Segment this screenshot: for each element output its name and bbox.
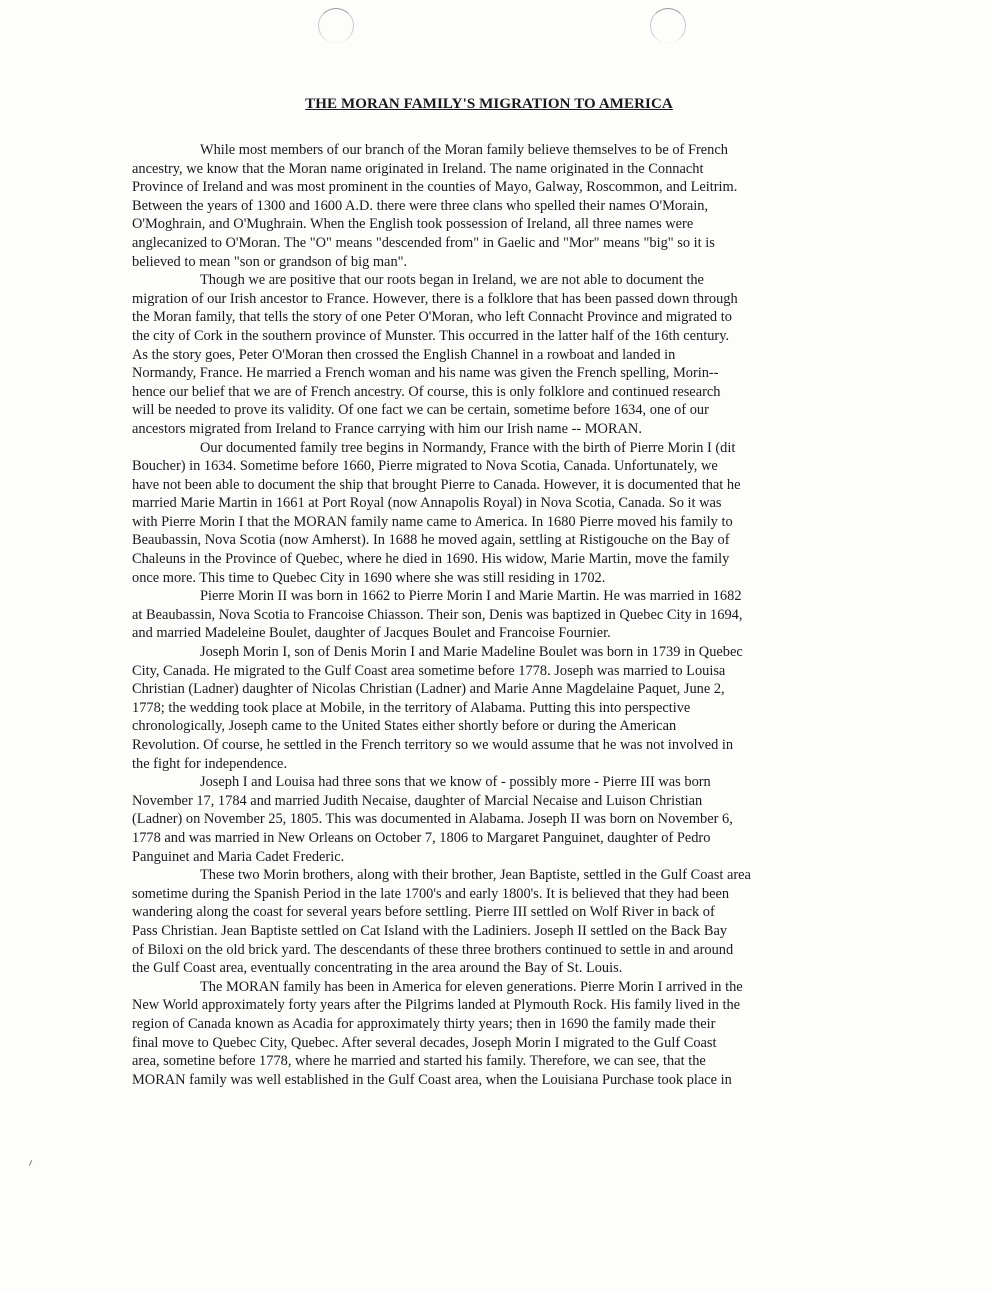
text-line: Pierre Morin II was born in 1662 to Pierre Morin I and Marie Martin. He was married in 1682 bbox=[200, 588, 742, 605]
text-line: Panguinet and Maria Cadet Frederic. bbox=[132, 848, 345, 865]
text-line: City, Canada. He migrated to the Gulf Coast area sometime before 1778. Joseph was married to Louisa bbox=[132, 662, 726, 679]
text-line: the Moran family, that tells the story of one Peter O'Moran, who left Connacht Province and migrated to bbox=[132, 309, 732, 326]
text-line: anglecanized to O'Moran. The "O" means "descended from" in Gaelic and "Mor" means "big" so it is bbox=[132, 234, 715, 251]
text-line: (Ladner) on November 25, 1805. This was documented in Alabama. Joseph II was born on November 6, bbox=[132, 811, 733, 828]
text-line: 1778 and was married in New Orleans on October 7, 1806 to Margaret Panguinet, daughter of Pedro bbox=[132, 829, 711, 846]
paragraph-8 bbox=[132, 978, 846, 1090]
text-line: ancestors migrated from Ireland to France carrying with him our Irish name -- MORAN. bbox=[132, 420, 642, 437]
text-line: MORAN family was well established in the Gulf Coast area, when the Louisiana Purchase took place in bbox=[132, 1071, 732, 1088]
text-line: Joseph Morin I, son of Denis Morin I and Marie Madeline Boulet was born in 1739 in Quebec bbox=[200, 644, 743, 661]
text-line: As the story goes, Peter O'Moran then crossed the English Channel in a rowboat and landed in bbox=[132, 346, 676, 363]
text-line: believed to mean "son or grandson of big man". bbox=[132, 253, 408, 270]
text-line: migration of our Irish ancestor to France. However, there is a folklore that has been passed down through bbox=[132, 290, 738, 307]
document-title: THE MORAN FAMILY'S MIGRATION TO AMERICA bbox=[305, 96, 673, 112]
text-line: Christian (Ladner) daughter of Nicolas Christian (Ladner) and Marie Anne Magdelaine Paquet, June 2, bbox=[132, 681, 725, 698]
document-body bbox=[132, 141, 846, 1089]
text-line: chronologically, Joseph came to the United States either shortly before or during the American bbox=[132, 718, 677, 735]
text-line: married Marie Martin in 1661 at Port Royal (now Annapolis Royal) in Nova Scotia, Canada. So it was bbox=[132, 495, 722, 512]
text-line: New World approximately forty years after the Pilgrims landed at Plymouth Rock. His family lived in the bbox=[132, 997, 741, 1014]
text-line: sometime during the Spanish Period in the late 1700's and early 1800's. It is believed that they had been bbox=[132, 885, 730, 902]
text-line: the fight for independence. bbox=[132, 755, 288, 772]
text-line: the Gulf Coast area, eventually concentrating in the area around the Bay of St. Louis. bbox=[132, 960, 623, 977]
text-line: Boucher) in 1634. Sometime before 1660, Pierre migrated to Nova Scotia, Canada. Unfortunately, we bbox=[132, 458, 718, 475]
text-line: Though we are positive that our roots began in Ireland, we are not able to document the bbox=[200, 272, 704, 289]
paragraph-5 bbox=[132, 643, 846, 773]
text-line: Beaubassin, Nova Scotia (now Amherst). In 1688 he moved again, settling at Ristigouche on the Bay of bbox=[132, 532, 730, 549]
text-line: O'Moghrain, and O'Mughrain. When the English took possession of Ireland, all three names were bbox=[132, 216, 694, 233]
text-line: November 17, 1784 and married Judith Necaise, daughter of Marcial Necaise and Luison Christian bbox=[132, 792, 703, 809]
text-line: Province of Ireland and was most prominent in the counties of Mayo, Galway, Roscommon, and Leitrim. bbox=[132, 179, 738, 196]
text-line: Our documented family tree begins in Normandy, France with the birth of Pierre Morin I (dit bbox=[200, 439, 736, 456]
document-page bbox=[132, 96, 846, 1089]
text-line: once more. This time to Quebec City in 1690 where she was still residing in 1702. bbox=[132, 569, 606, 586]
paragraph-7 bbox=[132, 866, 846, 978]
paragraph-6 bbox=[132, 773, 846, 866]
text-line: The MORAN family has been in America for eleven generations. Pierre Morin I arrived in the bbox=[200, 978, 743, 995]
text-line: Between the years of 1300 and 1600 A.D. there were three clans who spelled their names O'Morain, bbox=[132, 197, 709, 214]
paragraph-4 bbox=[132, 587, 846, 643]
text-line: area, sometine before 1778, where he married and started his family. Therefore, we can see, that the bbox=[132, 1053, 706, 1070]
text-line: ancestry, we know that the Moran name originated in Ireland. The name originated in the Connacht bbox=[132, 160, 704, 177]
paragraph-2 bbox=[132, 271, 846, 438]
text-line: Pass Christian. Jean Baptiste settled on Cat Island with the Ladiniers. Joseph II settled on the Back Bay bbox=[132, 922, 728, 939]
punch-hole-left bbox=[318, 8, 354, 43]
text-line: of Biloxi on the old brick yard. The descendants of these three brothers continued to settle in and around bbox=[132, 941, 734, 958]
text-line: Chaleuns in the Province of Quebec, where he died in 1690. His widow, Marie Martin, move the family bbox=[132, 551, 730, 568]
punch-hole-right bbox=[650, 8, 686, 43]
text-line: will be needed to prove its validity. Of one fact we can be certain, sometime before 1634, one of our bbox=[132, 402, 709, 419]
text-line: Joseph I and Louisa had three sons that we know of - possibly more - Pierre III was born bbox=[200, 774, 711, 791]
paragraph-1 bbox=[132, 141, 846, 271]
text-line: at Beaubassin, Nova Scotia to Francoise Chiasson. Their son, Denis was baptized in Quebec City in 1694, bbox=[132, 606, 743, 623]
text-line: Normandy, France. He married a French woman and his name was given the French spelling, Morin-- bbox=[132, 365, 719, 382]
text-line: region of Canada known as Acadia for approximately thirty years; then in 1690 the family made their bbox=[132, 1015, 716, 1032]
paragraph-3 bbox=[132, 439, 846, 588]
text-line: These two Morin brothers, along with their brother, Jean Baptiste, settled in the Gulf Coast area bbox=[200, 867, 751, 884]
text-line: 1778; the wedding took place at Mobile, in the territory of Alabama. Putting this into perspective bbox=[132, 699, 691, 716]
text-line: have not been able to document the ship that brought Pierre to Canada. However, it is documented that he bbox=[132, 476, 741, 493]
text-line: with Pierre Morin I that the MORAN family name came to America. In 1680 Pierre moved his family to bbox=[132, 513, 733, 530]
text-line: Revolution. Of course, he settled in the French territory so we would assume that he was not involved in bbox=[132, 737, 734, 753]
text-line: hence our belief that we are of French ancestry. Of course, this is only folklore and continued research bbox=[132, 383, 721, 400]
text-line: wandering along the coast for several years before settling. Pierre III settled on Wolf River in back of bbox=[132, 904, 715, 921]
text-line: the city of Cork in the southern province of Munster. This occurred in the latter half of the 16th century. bbox=[132, 327, 730, 344]
stray-mark bbox=[29, 1160, 32, 1166]
text-line: and married Madeleine Boulet, daughter of Jacques Boulet and Francoise Fournier. bbox=[132, 625, 611, 642]
text-line: While most members of our branch of the Moran family believe themselves to be of French bbox=[200, 142, 728, 158]
text-line: final move to Quebec City, Quebec. After several decades, Joseph Morin I migrated to the Gulf Coast bbox=[132, 1034, 717, 1051]
